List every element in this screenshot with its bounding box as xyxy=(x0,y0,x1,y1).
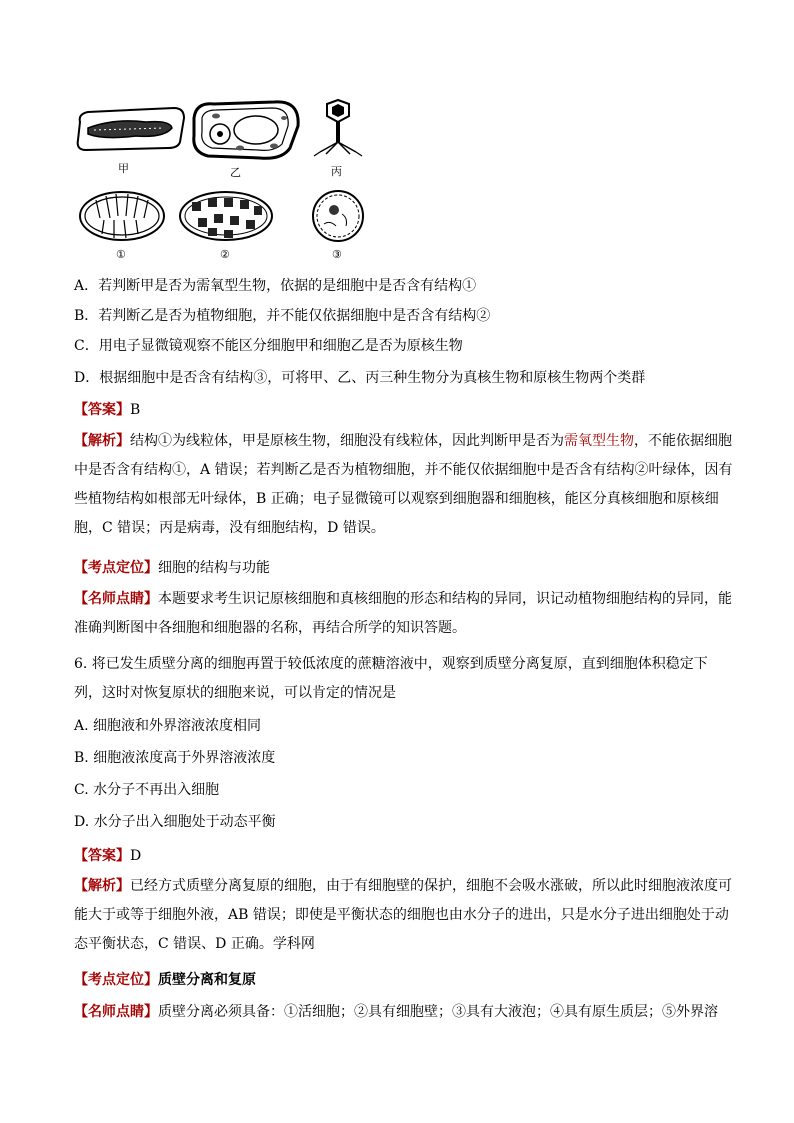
cell-structure-figure xyxy=(74,96,374,262)
q5-analysis xyxy=(74,427,734,543)
label-organelle-2: ② xyxy=(220,248,230,261)
q5-analysis-part1: 结构①为线粒体，甲是原核生物，细胞没有线粒体，因此判断甲是否为 xyxy=(130,433,564,449)
label-bing: 丙 xyxy=(331,165,342,178)
q6-answer-tag: 【答案】 xyxy=(74,848,130,864)
q5-answer-tag: 【答案】 xyxy=(74,402,130,418)
q6-teacher-note xyxy=(74,1002,718,1022)
q5-option-a: A．若判断甲是否为需氧型生物，依据的是细胞中是否含有结构① xyxy=(74,278,477,294)
q6-teacher-text: 质壁分离必须具备：①活细胞；②具有细胞壁；③具有大液泡；④具有原生质层；⑤外界溶 xyxy=(158,1004,718,1020)
q6-analysis-tag: 【解析】 xyxy=(74,878,130,894)
q6-point-value: 质壁分离和复原 xyxy=(158,972,256,988)
label-jia: 甲 xyxy=(118,162,129,175)
q5-point xyxy=(74,558,270,578)
q5-option-d: D．根据细胞中是否含有结构③，可将甲、乙、丙三种生物分为真核生物和原核生物两个类群 xyxy=(74,370,646,386)
q6-stem: 6. 将已发生质壁分离的细胞再置于较低浓度的蔗糖溶液中，观察到质壁分离复原，直到细胞体积稳定下列，这时对恢复原状的细胞来说，可以肯定的情况是 xyxy=(74,656,708,701)
q6-analysis xyxy=(74,872,734,959)
q6-answer-value: D xyxy=(130,848,142,864)
q6-option-d: D. 水分子出入细胞处于动态平衡 xyxy=(74,814,276,830)
organelle-1-drawing xyxy=(80,192,164,240)
q5-option-b: B．若判断乙是否为植物细胞，并不能仅依据细胞中是否含有结构② xyxy=(74,308,491,324)
q5-teacher-text: 本题要求考生识记原核细胞和真核细胞的形态和结构的异同，识记动植物细胞结构的异同，能准确判断图中各细胞和细胞器的名称，再结合所学的知识答题。 xyxy=(74,591,732,636)
q5-option-c: C．用电子显微镜观察不能区分细胞甲和细胞乙是否为原核生物 xyxy=(74,338,463,354)
q5-analysis-highlight: 需氧型生物 xyxy=(564,433,634,449)
q5-point-value: 细胞的结构与功能 xyxy=(158,560,270,576)
label-organelle-1: ① xyxy=(116,248,126,261)
q6-answer xyxy=(74,846,141,866)
cell-yi-drawing xyxy=(194,102,298,158)
q5-point-tag: 【考点定位】 xyxy=(74,560,158,576)
cell-jia-drawing xyxy=(78,108,184,150)
q6-teacher-tag: 【名师点睛】 xyxy=(74,1004,158,1020)
organelle-3-drawing xyxy=(313,191,363,241)
organelle-2-drawing xyxy=(180,192,272,240)
label-organelle-3: ③ xyxy=(332,248,342,261)
label-yi: 乙 xyxy=(230,166,241,179)
q6-point xyxy=(74,970,256,990)
q5-teacher-note xyxy=(74,585,734,643)
q5-answer xyxy=(74,400,140,420)
q6-option-b: B. 细胞液浓度高于外界溶液浓度 xyxy=(74,750,276,766)
q5-answer-value: B xyxy=(130,402,141,418)
q6-option-a: A. 细胞液和外界溶液浓度相同 xyxy=(74,718,262,734)
cell-bing-drawing xyxy=(314,100,362,156)
q6-analysis-text: 已经方式质壁分离复原的细胞，由于有细胞壁的保护，细胞不会吸水涨破，所以此时细胞液浓度可能大于或等于细胞外液，AB 错误；即使是平衡状态的细胞也由水分子的进出，只是水分子进出细胞处于动态平衡状态，C 错误、D 正确。学科网 xyxy=(74,878,732,952)
q5-analysis-tag: 【解析】 xyxy=(74,433,130,449)
q6-point-tag: 【考点定位】 xyxy=(74,972,158,988)
q6-option-c: C. 水分子不再出入细胞 xyxy=(74,782,220,798)
q5-analysis-part2: ，不能依据细胞中是否含有结构①，A 错误；若判断乙是否为植物细胞，并不能仅依据细胞中是否含有结构②叶绿体，因有些植物结构如根部无叶绿体，B 正确；电子显微镜可以观察到细胞器和细胞核，能区分真核细胞和原核细胞，C 错误；丙是病毒，没有细胞结构，D 错误。 xyxy=(74,433,733,536)
q5-teacher-tag: 【名师点睛】 xyxy=(74,591,158,607)
